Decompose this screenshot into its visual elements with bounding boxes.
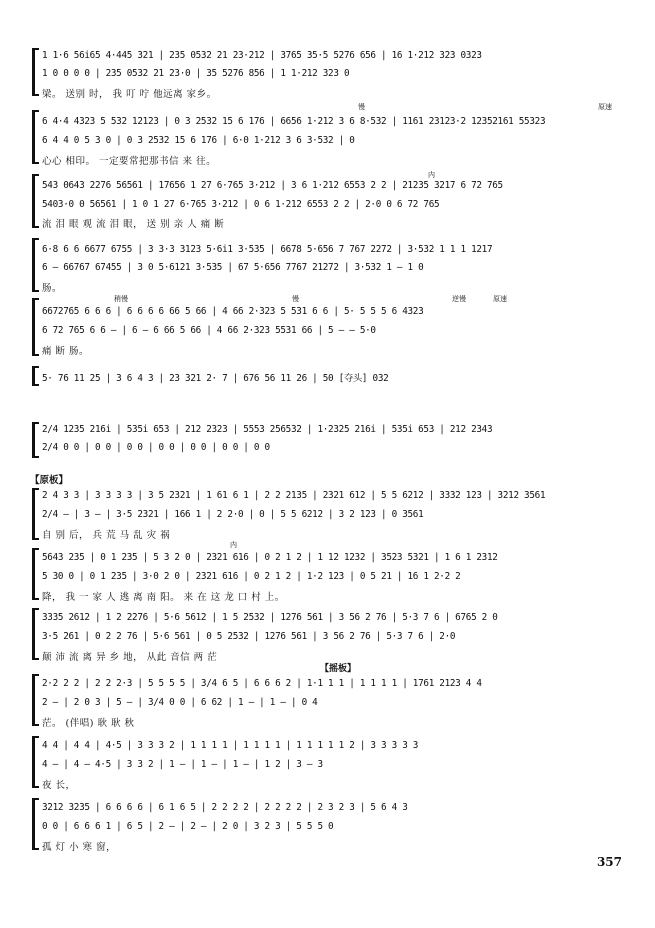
lyrics-line: 降， 我 一 家 人 逃 离 南 阳。 来 在 这 龙 口 村 上。: [42, 592, 285, 603]
system-brace: [32, 48, 39, 96]
melody-line: 2 4 3 3 | 3 3 3 3 | 3 5 2321 | 1 61 6 1 | 2 2 2135 | 2321 612 | 5 5 6212 | 3332 123 | 3212 3561: [42, 490, 546, 501]
staff-system-3: [30, 172, 634, 230]
system-brace: [32, 488, 39, 540]
accompaniment-line: 6 — 66767 67455 | 3 0 5·6121 3·535 | 67 5·656 7767 21272 | 3·532 1 — 1 0: [42, 262, 424, 273]
system-brace: [32, 674, 39, 726]
staff-system-6: [30, 364, 634, 388]
melody-line: 3335 2612 | 1 2 2276 | 5·6 5612 | 1 5 2532 | 1276 561 | 3 56 2 76 | 5·3 7 6 | 6765 2 0: [42, 612, 498, 623]
accompaniment-line: 6 4 4 0 5 3 0 | 0 3 2532 15 6 176 | 6·0 1·212 3 6 3·532 | 0: [42, 135, 355, 146]
staff-system-7: [30, 420, 634, 460]
melody-line: 3212 3235 | 6 6 6 6 | 6 1 6 5 | 2 2 2 2 | 2 2 2 2 | 2 3 2 3 | 5 6 4 3: [42, 802, 408, 813]
system-brace: [32, 798, 39, 850]
lyrics-line: 流 泪 眼 观 流 泪 眼， 送 别 亲 人 痛 断: [42, 219, 225, 230]
melody-line: 2·2 2 2 | 2 2 2·3 | 5 5 5 5 | 3/4 6 5 | 6 6 6 2 | 1·1 1 1 | 1 1 1 1 | 1761 2123 4 4: [42, 678, 482, 689]
staff-system-10: [30, 606, 634, 662]
lyrics-line: 茫。 (伴唱) 耿 耿 秋: [42, 718, 135, 729]
melody-line: 2/4 1235 216i | 535i 653 | 212 2323 | 5553 256532 | 1·2325 216i | 535i 653 | 212 2343: [42, 424, 493, 435]
staff-system-9: [30, 541, 634, 603]
expression-marking: 内: [428, 171, 435, 179]
melody-line: 543 0643 2276 56561 | 17656 1 27 6·765 3·212 | 3 6 1·212 6553 2 2 | 21235 3217 6 72 765: [42, 180, 503, 191]
lyrics-line: 痛 断 肠。: [42, 346, 90, 357]
accompaniment-line: 5 30 0 | 0 1 235 | 3·0 2 0 | 2321 616 | 0 2 1 2 | 1·2 123 | 0 5 21 | 16 1 2·2 2: [42, 571, 461, 582]
system-brace: [32, 366, 39, 386]
accompaniment-line: 5403·0 0 56561 | 1 0 1 27 6·765 3·212 | 0 6 1·212 6553 2 2 | 2·0 0 6 72 765: [42, 199, 440, 210]
staff-system-5: [30, 296, 634, 358]
accompaniment-line: 4 — | 4 — 4·5 | 3 3 2 | 1 — | 1 — | 1 — | 1 2 | 3 — 3: [42, 759, 323, 770]
staff-system-13: [30, 796, 634, 852]
staff-system-8: [30, 486, 634, 542]
staff-system-11: [30, 672, 634, 728]
tempo-marking: 原速: [598, 103, 612, 111]
system-brace: [32, 298, 39, 356]
accompaniment-line: 2/4 — | 3 — | 3·5 2321 | 166 1 | 2 2·0 | 0 | 5 5 6212 | 3 2 123 | 0 3561: [42, 509, 424, 520]
expression-marking: 内: [230, 541, 237, 549]
staff-system-2: [30, 103, 634, 167]
page-number: 357: [596, 855, 622, 869]
staff-system-4: [30, 236, 634, 294]
accompaniment-line: 3·5 261 | 0 2 2 76 | 5·6 561 | 0 5 2532 | 1276 561 | 3 56 2 76 | 5·3 7 6 | 2·0: [42, 631, 456, 642]
staff-system-1: [30, 46, 634, 98]
accompaniment-line: 2/4 0 0 | 0 0 | 0 0 | 0 0 | 0 0 | 0 0 | 0 0: [42, 442, 270, 453]
lyrics-line: 自 别 后， 兵 荒 马 乱 灾 祸: [42, 530, 171, 541]
system-brace: [32, 608, 39, 660]
system-brace: [32, 548, 39, 600]
system-brace: [32, 110, 39, 164]
lyrics-line: 心心 相印。 一定要常把那书信 来 往。: [42, 156, 217, 167]
section-label-yaoban: 【摇板】: [320, 664, 357, 674]
system-brace: [32, 238, 39, 292]
melody-line: 1 1·6 56i65 4·445 321 | 235 0532 21 23·212 | 3765 35·5 5276 656 | 16 1·212 323 0323: [42, 50, 482, 61]
lyrics-line: 夜 长，: [42, 780, 76, 791]
staff-system-12: [30, 734, 634, 790]
accompaniment-line: 1 0 0 0 0 | 235 0532 21 23·0 | 35 5276 856 | 1 1·212 323 0: [42, 68, 350, 79]
tempo-marking: 稍慢: [114, 295, 128, 303]
lyrics-line: 颠 沛 流 离 异 乡 地， 从此 音信 两 茫: [42, 652, 218, 663]
melody-line: 5· 76 11 25 | 3 6 4 3 | 23 321 2· 7 | 676 56 11 26 | 50 [夺头] 032: [42, 373, 389, 384]
melody-line: 5643 235 | 0 1 235 | 5 3 2 0 | 2321 616 | 0 2 1 2 | 1 12 1232 | 3523 5321 | 1 6 1 2312: [42, 552, 498, 563]
accompaniment-line: 0 0 | 6 6 6 1 | 6 5 | 2 — | 2 — | 2 0 | 3 2 3 | 5 5 5 0: [42, 821, 334, 832]
lyrics-line: 梁。 送别 时， 我 叮 咛 他远离 家乡。: [42, 89, 217, 100]
system-brace: [32, 174, 39, 228]
tempo-marking: 原速: [493, 295, 507, 303]
accompaniment-line: 6 72 765 6 6 — | 6 — 6 66 5 66 | 4 66 2·323 5531 66 | 5 — — 5·0: [42, 325, 376, 336]
melody-line: 6·8 6 6 6677 6755 | 3 3·3 3123 5·6i1 3·535 | 6678 5·656 7 767 2272 | 3·532 1 1 1 1217: [42, 244, 493, 255]
tempo-marking: 逆慢: [452, 295, 466, 303]
lyrics-line: 肠。: [42, 283, 63, 294]
melody-line: 4 4 | 4 4 | 4·5 | 3 3 3 2 | 1 1 1 1 | 1 1 1 1 | 1 1 1 1 1 2 | 3 3 3 3 3: [42, 740, 419, 751]
lyrics-line: 孤 灯 小 寒 窗，: [42, 842, 117, 853]
tempo-marking: 慢: [292, 295, 299, 303]
system-brace: [32, 736, 39, 788]
system-brace: [32, 422, 39, 458]
melody-line: 6 4·4 4323 5 532 12123 | 0 3 2532 15 6 176 | 6656 1·212 3 6 8·532 | 1161 23123·2 12352161 55323: [42, 116, 546, 127]
melody-line: 6672765 6 6 6 | 6 6 6 6 66 5 66 | 4 66 2·323 5 531 6 6 | 5· 5 5 5 6 4323: [42, 306, 424, 317]
accompaniment-line: 2 — | 2 0 3 | 5 — | 3/4 0 0 | 6 62 | 1 — | 1 — | 0 4: [42, 697, 318, 708]
section-label-yuanban: 【原板】: [30, 475, 69, 486]
tempo-marking: 慢: [358, 103, 365, 111]
